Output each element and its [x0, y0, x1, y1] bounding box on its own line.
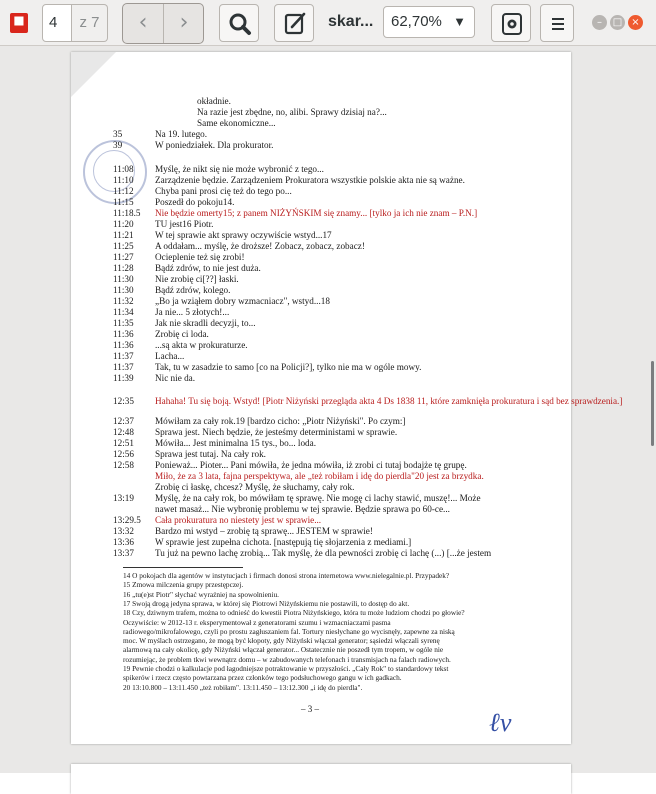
close-window-button[interactable] — [628, 15, 643, 30]
timestamp: 13:32 — [113, 526, 134, 536]
line-text: Sprawa jest tutaj. Na cały rok. — [155, 449, 266, 459]
footnote-line: 20 13:10.800 – 13:11.450 „też robiłam". 13:11.450 – 13:12.300 „i idę do pierdla". — [123, 682, 363, 692]
document-viewport[interactable] — [0, 46, 656, 773]
footnote-line: spikerów i rzecz często powtarzana przez członków tego podsłuchowego gangu w ich gadkach. — [123, 673, 402, 683]
page-selector — [42, 4, 108, 42]
transcript-line — [113, 449, 266, 460]
timestamp: 13:36 — [113, 537, 134, 547]
transcript-line — [113, 537, 411, 548]
footnote-line: 14 O pokojach dla agentów w instytucjach i firmach donosi strona internetowa www.nielegalnie.pl. Przypadek? — [123, 571, 450, 580]
line-text: Myślę, że na cały rok, bo mówiłam tę sprawę. Nie mogę ci lachy stawić, muszę!... Może — [155, 493, 481, 503]
timestamp: 12:48 — [113, 427, 134, 437]
document-page — [71, 52, 623, 744]
line-text: okładnie. — [197, 96, 231, 106]
line-text: W poniedziałek. Dla prokurator. — [155, 140, 274, 150]
timestamp: 13:29.5 — [113, 515, 141, 525]
line-text: Zrobię ci łaskę, chcesz? Myślę, że słuchamy, cały rok. — [155, 482, 355, 492]
transcript-line — [113, 460, 467, 471]
timestamp: 35 — [113, 129, 123, 139]
line-text: Ja nie... 5 złotych!... — [155, 307, 230, 317]
transcript-line — [113, 129, 207, 140]
close-icon: × — [631, 17, 640, 28]
transcript-line — [113, 307, 229, 318]
timestamp: 12:37 — [113, 416, 134, 426]
timestamp: 11:39 — [113, 373, 134, 383]
timestamp: 12:58 — [113, 460, 134, 470]
transcript-line — [113, 175, 465, 186]
line-text: Miło, że za 3 lata, fajna perspektywa, ale „też robiłam i idę do pierdla"20 jest za brzydka. — [155, 471, 484, 481]
transcript-line — [113, 252, 245, 263]
line-text: Zrobię ci loda. — [155, 329, 209, 339]
page-navigation — [122, 3, 204, 44]
timestamp: 11:18.5 — [113, 208, 141, 218]
line-text: Chyba pani prosi cię też do tego po... — [155, 186, 292, 196]
toolbar — [0, 0, 656, 46]
timestamp: 13:19 — [113, 493, 134, 503]
line-text: Poszedł do pokoju14. — [155, 197, 235, 207]
minimize-icon: – — [597, 17, 602, 28]
page-number-input[interactable]: 4 — [42, 4, 72, 42]
timestamp: 11:28 — [113, 263, 134, 273]
maximize-window-button[interactable] — [610, 15, 625, 30]
line-text: Lacha... — [155, 351, 185, 361]
transcript-line — [113, 186, 292, 197]
line-text: Na 19. lutego. — [155, 129, 208, 139]
line-text: Myślę, że nikt się nie może wybronić z tego... — [155, 164, 324, 174]
line-text: nawet masaż... Nie wybronię problemu w tej sprawie. Będzie sprawa po 60-ce... — [155, 504, 450, 514]
search-button[interactable] — [219, 4, 259, 42]
transcript-line — [113, 471, 484, 482]
transcript-line — [155, 96, 231, 107]
line-text: Hahaha! Tu się boją. Wstyd! [Piotr Niżyński przegląda akta 4 Ds 1838 11, które zamknięła prokuratura i sąd bez sprawdzenia.] — [155, 396, 623, 406]
zoom-value: 62,70% — [391, 13, 442, 30]
line-text: Mówiła... Jest minimalna 15 tys., bo... loda. — [155, 438, 317, 448]
transcript-line — [113, 296, 330, 307]
timestamp: 13:37 — [113, 548, 134, 558]
line-text: Bardzo mi wstyd – zrobię tą sprawę... JESTEM w sprawie! — [155, 526, 373, 536]
timestamp: 12:51 — [113, 438, 134, 448]
main-menu-button[interactable] — [540, 4, 574, 42]
line-text: Bądź zdrów, to nie jest duża. — [155, 263, 261, 273]
line-text: ...są akta w prokuraturze. — [155, 340, 248, 350]
timestamp: 11:37 — [113, 362, 134, 372]
line-text: Bądź zdrów, kolego. — [155, 285, 231, 295]
line-text: Tak, tu w zasadzie to samo [co na Policji?], tylko nie ma w ogóle mowy. — [155, 362, 422, 372]
timestamp: 11:34 — [113, 307, 134, 317]
vertical-scrollbar[interactable] — [651, 361, 654, 446]
hamburger-menu-icon — [541, 5, 575, 43]
transcript-line — [113, 197, 234, 208]
line-text: Nie zrobię ci[??] łaski. — [155, 274, 239, 284]
footnote-line: rozumiejąc, że problem tkwi wewnątrz domu – w zabudowanych telefonach i transmisjach na falach radiowych. — [123, 654, 451, 664]
timestamp: 11:10 — [113, 175, 134, 185]
line-text: A oddałam... myślę, że droższe! Zobacz, zobacz, zobacz! — [155, 241, 365, 251]
pdf-app-icon: ⯀ — [10, 13, 28, 33]
line-text: Cała prokuratura no niestety jest w sprawie... — [155, 515, 322, 525]
signature: ℓv — [489, 708, 512, 737]
chevron-down-icon: ▼ — [453, 14, 466, 29]
page-total-label: z 7 — [72, 4, 108, 42]
annotate-button[interactable] — [274, 4, 314, 42]
timestamp: 11:36 — [113, 329, 134, 339]
transcript-line — [113, 274, 239, 285]
timestamp: 11:12 — [113, 186, 134, 196]
transcript-line — [113, 241, 365, 252]
line-text: TU jest16 Piotr. — [155, 219, 214, 229]
timestamp: 11:36 — [113, 340, 134, 350]
footnote-line: 15 Zmowa milczenia grupy przestępczej. — [123, 580, 244, 590]
transcript-line — [113, 285, 230, 296]
transcript-line — [113, 318, 256, 329]
transcript-line — [113, 427, 397, 438]
transcript-line — [113, 373, 195, 384]
line-text: Tu już na pewno lachę zrobią... Tak myślę, że dla pewności zrobię ci lachę (...) [...że jestem — [155, 548, 492, 558]
transcript-line — [113, 208, 477, 219]
edit-note-icon — [275, 5, 315, 43]
transcript-line — [113, 515, 321, 526]
footnote-separator — [123, 567, 243, 568]
document-title: skar... — [328, 13, 374, 30]
transcript-line — [113, 396, 622, 407]
line-text: Ponieważ... Pioter... Pani mówiła, że jedna mówiła, iż zrobi ci tutaj bodajże tę grupę. — [155, 460, 467, 470]
line-text: W sprawie jest zupełna cichota. [następują tię słojarzenia z mediami.] — [155, 537, 412, 547]
transcript-line — [113, 482, 354, 493]
transcript-line — [113, 416, 405, 427]
transcript-line — [113, 340, 248, 351]
line-text: Nie będzie omerty15; z panem NIŻYŃSKIM się znamy... [tylko ja ich nie znam – P.N.] — [155, 208, 478, 218]
timestamp: 11:27 — [113, 252, 134, 262]
timestamp: 12:56 — [113, 449, 134, 459]
next-document-page — [71, 764, 571, 794]
footnote-line: 17 Swoją drogą jedyna sprawa, w której się Piotrowi Niżyńskiemu nie postawili, to dostęp do akt. — [123, 598, 410, 608]
transcript-line — [155, 107, 387, 118]
timestamp: 39 — [113, 140, 123, 150]
timestamp: 11:20 — [113, 219, 134, 229]
transcript-line — [113, 504, 450, 515]
minimize-window-button[interactable] — [592, 15, 607, 30]
timestamp: 11:21 — [113, 230, 134, 240]
transcript-line — [113, 493, 481, 504]
maximize-icon: □ — [612, 17, 623, 28]
document-settings-button[interactable] — [491, 4, 531, 42]
footnote-line: 19 Pewnie chodzi o kalkulacje pod łagodniejsze potraktowanie w przyszłości. „Cały Rok" to standardowy tekst — [123, 664, 449, 673]
timestamp: 11:25 — [113, 241, 134, 251]
line-text: Same ekonomiczne... — [197, 118, 276, 128]
footnote-line: Oczywiście: w 2012-13 r. eksperymentował z generatorami szumu i wzmacniaczami pasma — [123, 617, 391, 627]
timestamp: 11:08 — [113, 164, 134, 174]
transcript-line — [113, 230, 332, 241]
timestamp: 11:37 — [113, 351, 134, 361]
footnote-line: radiowego/mikrofalowego, czyli po prostu zagłuszaniem fal. Tortury niesłychane go wycisnęły, zapewne za niską — [123, 626, 455, 636]
line-text: Ocieplenie też się zrobi! — [155, 252, 245, 262]
transcript-line — [113, 164, 324, 175]
timestamp: 11:35 — [113, 318, 134, 328]
line-text: Nic nie da. — [155, 373, 196, 383]
transcript-line — [113, 263, 261, 274]
line-text: Zarządzenie będzie. Zarządzeniem Prokuratora wszystkie polskie akta nie są ważne. — [155, 175, 465, 185]
line-text: Mówiłam za cały rok.19 [bardzo cicho: „Piotr Niżyński". Po czym:] — [155, 416, 406, 426]
gear-icon — [492, 5, 532, 43]
timestamp: 11:30 — [113, 274, 134, 284]
line-text: „Bo ja wziąłem dobry wzmacniacz", wstyd...18 — [155, 296, 330, 306]
transcript-line — [113, 351, 184, 362]
transcript-line — [113, 526, 373, 537]
timestamp: 11:32 — [113, 296, 134, 306]
transcript-line — [113, 329, 209, 340]
chevron-right-icon: › — [179, 10, 189, 35]
previous-page-button[interactable] — [123, 4, 164, 43]
footnote-line: alarmową na cały okolicę, gdy Niżyński włączał generator... Ostatecznie nie poszedł tym tropem, w ogóle nie — [123, 645, 444, 655]
transcript-line — [113, 548, 491, 559]
line-text: Sprawa jest. Niech będzie, że jesteśmy deterministami w sprawie. — [155, 427, 398, 437]
line-text: Jak nie skradli decyzji, to... — [155, 318, 256, 328]
transcript-line — [113, 140, 273, 151]
transcript-line — [113, 362, 421, 373]
footnote-line: 16 „tu(e)st Piotr" słychać wyraźniej na spowolnieniu. — [123, 589, 279, 599]
timestamp: 12:35 — [113, 396, 134, 406]
transcript-line — [155, 118, 276, 129]
line-text: Na razie jest zbędne, no, alibi. Sprawy dzisiaj na?... — [197, 107, 387, 117]
footnote-line: moc. W myślach ostrzegano, że mogą być kłopoty, gdy Niżyński włączał generator; sąsiedzi włączali syrenę — [123, 636, 440, 646]
transcript-line — [113, 438, 316, 449]
zoom-select[interactable] — [383, 6, 475, 38]
footnote-line: 18 Czy, dziwnym trafem, można to odnieść do kwestii Piotra Niżyńskiego, która tu może ludziom chodzi po głowie? — [123, 608, 465, 618]
timestamp: 11:30 — [113, 285, 134, 295]
search-icon — [220, 5, 260, 43]
page-fold-shadow — [71, 52, 116, 97]
line-text: W tej sprawie akt sprawy oczywiście wstyd...17 — [155, 230, 332, 240]
next-page-button[interactable] — [164, 4, 204, 43]
page-number: – 3 – — [301, 704, 319, 714]
timestamp: 11:15 — [113, 197, 134, 207]
transcript-line — [113, 219, 213, 230]
chevron-left-icon: ‹ — [138, 10, 148, 35]
